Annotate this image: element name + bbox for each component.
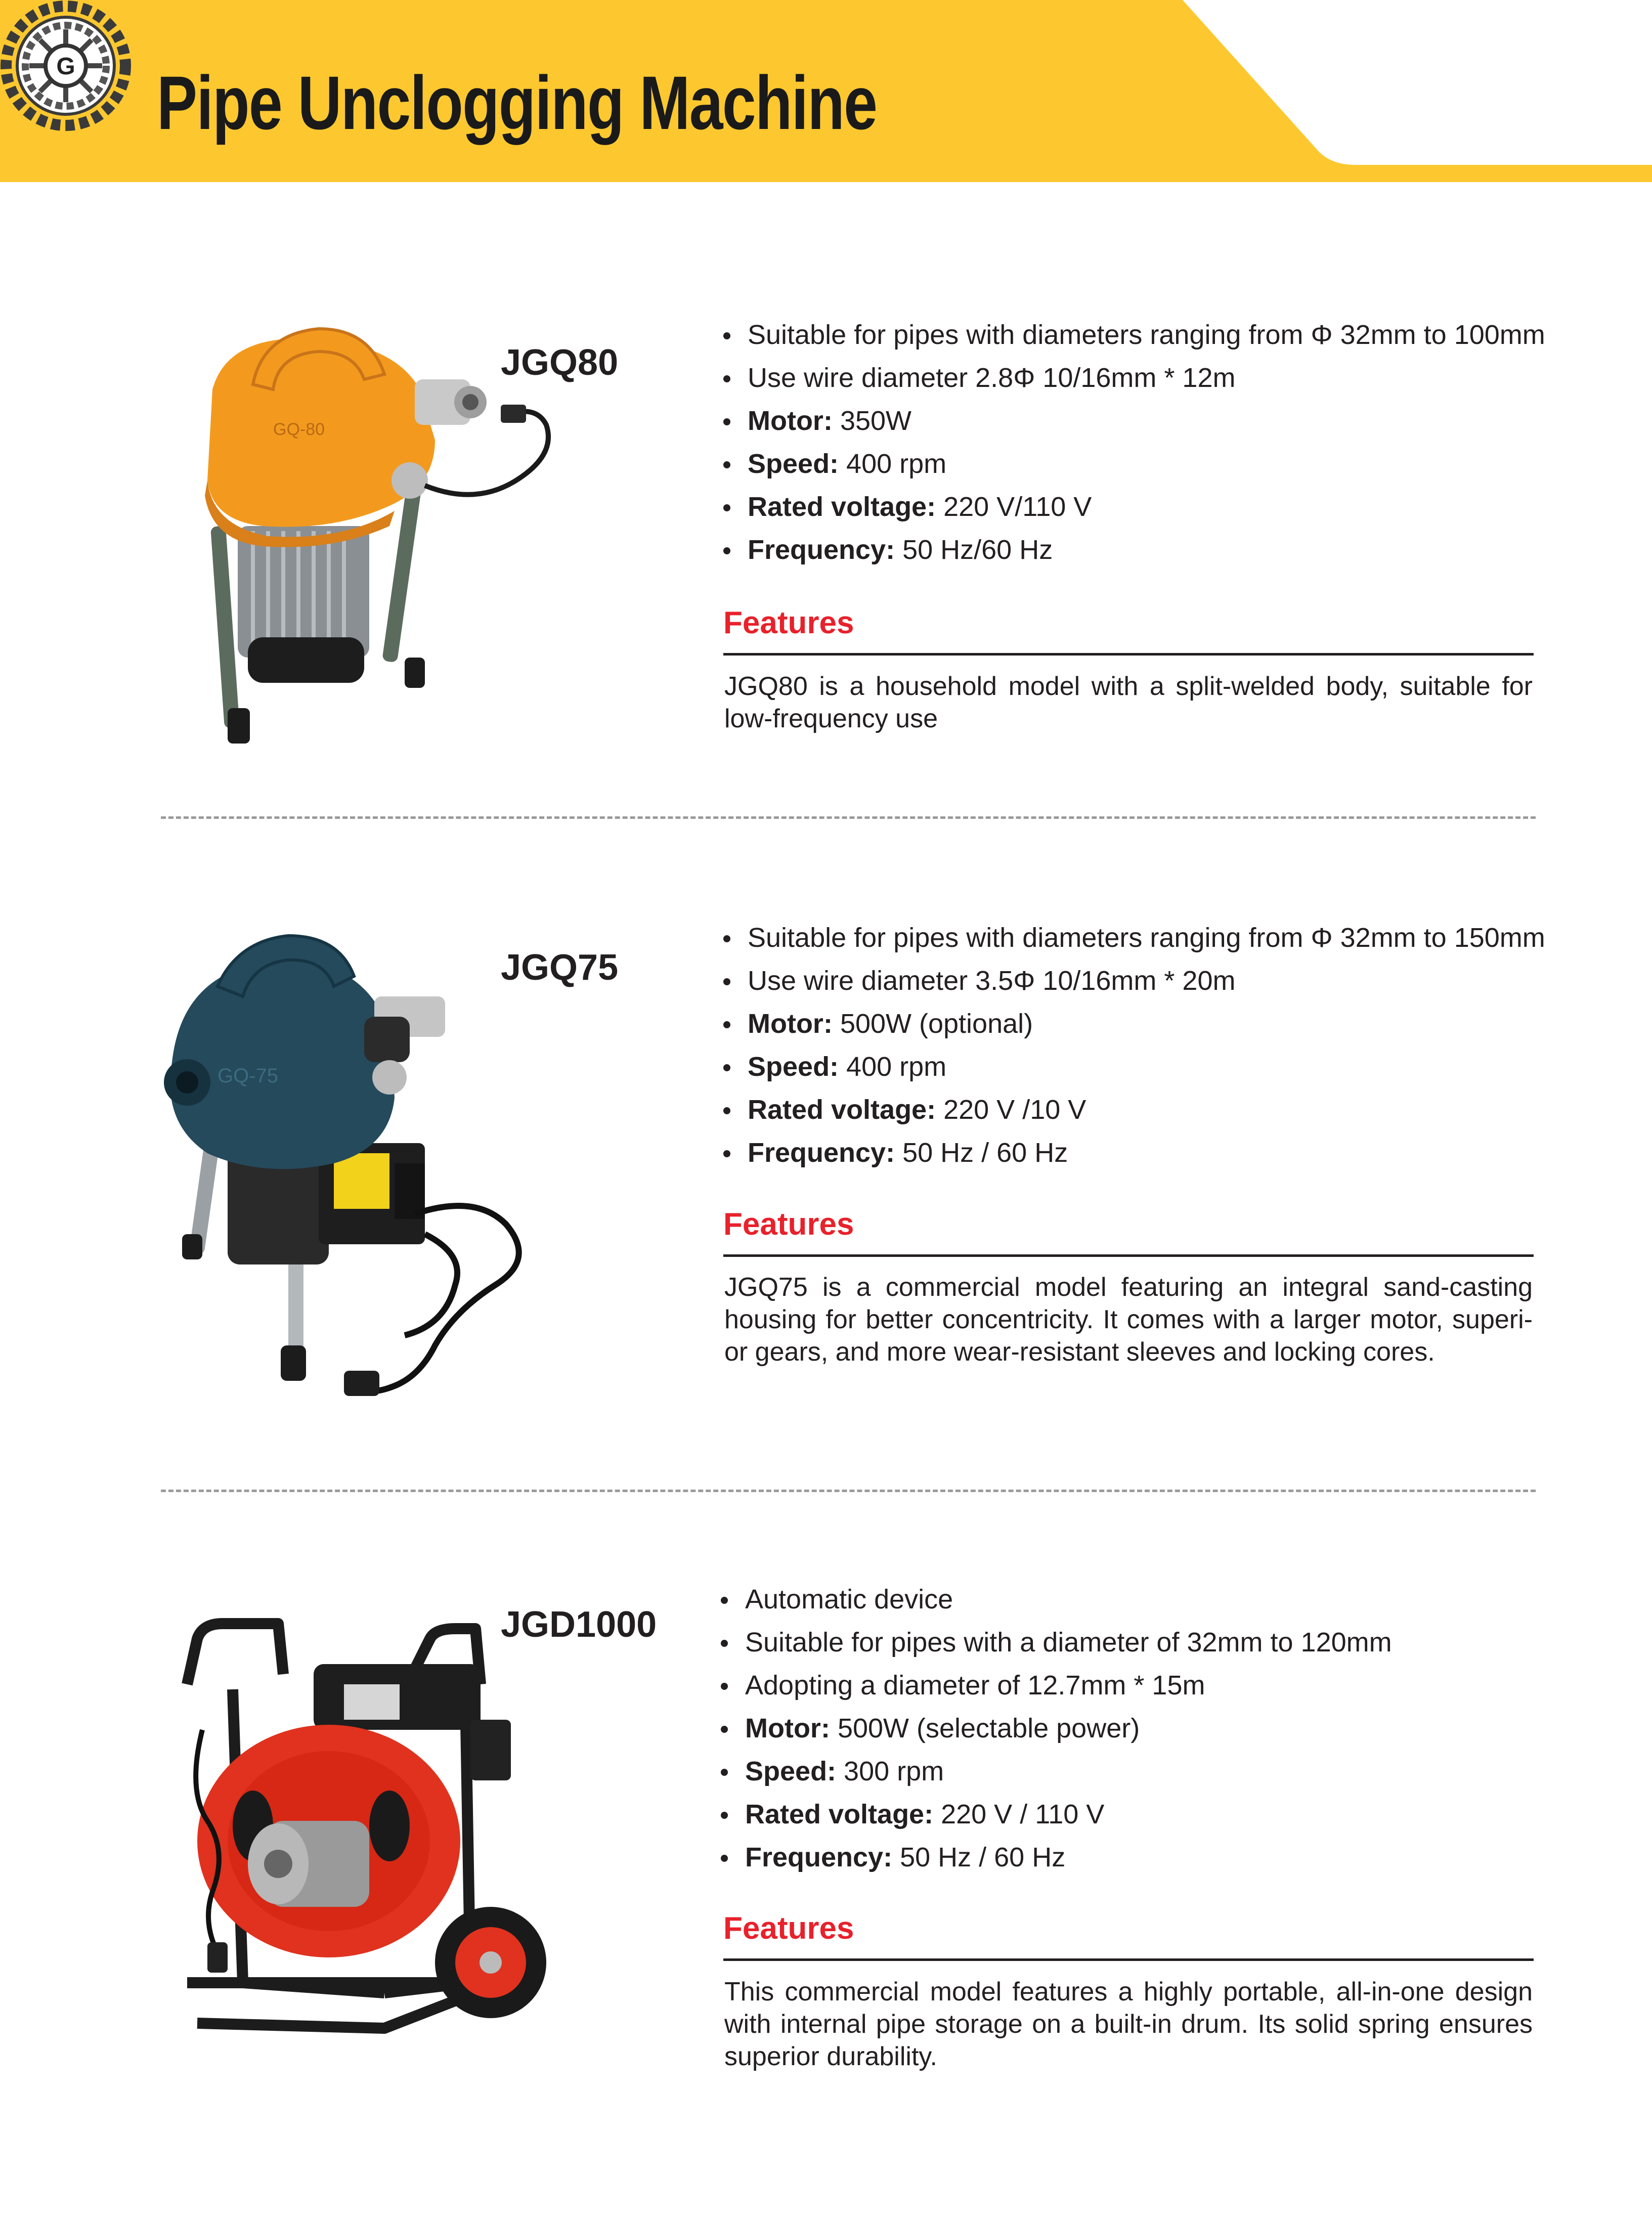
spec-item: Rated voltage: 220 V /10 V xyxy=(723,1088,1543,1131)
spec-item: Speed: 400 rpm xyxy=(723,443,1543,486)
spec-item: Frequency: 50 Hz / 60 Hz xyxy=(723,1131,1543,1174)
features-rule xyxy=(723,1958,1534,1961)
spec-item: Use wire diameter 2.8Φ 10/16mm * 12m xyxy=(723,357,1543,400)
spec-item: Automatic device xyxy=(721,1578,1540,1621)
header-banner xyxy=(0,0,1652,182)
features-text: JGQ80 is a household model with a split-welded body, suitable for low-frequency use xyxy=(724,672,1533,733)
svg-text:GQ-80: GQ-80 xyxy=(273,420,325,439)
spec-item: Motor: 350W xyxy=(723,400,1543,443)
spec-item: Rated voltage: 220 V/110 V xyxy=(723,486,1543,529)
spec-list xyxy=(723,917,1543,1174)
spec-item: Adopting a diameter of 12.7mm * 15m xyxy=(721,1664,1540,1707)
features-heading: Features xyxy=(723,605,854,640)
section-divider xyxy=(161,816,1536,819)
model-name: JGQ75 xyxy=(501,947,619,988)
spec-list xyxy=(723,314,1543,572)
spec-item: Suitable for pipes with diameters ranging from Φ 32mm to 150mm xyxy=(723,917,1543,959)
spec-item: Use wire diameter 3.5Φ 10/16mm * 20m xyxy=(723,959,1543,1002)
gear-chain-logo-icon xyxy=(0,0,132,132)
features-heading: Features xyxy=(723,1207,854,1242)
logo-letter: G xyxy=(56,53,75,80)
red-drum-drain-cleaner-cart-icon xyxy=(167,1608,602,2054)
spec-item: Frequency: 50 Hz/60 Hz xyxy=(723,529,1543,572)
features-text: This commercial model features a highly portable, all-in-one design with internal pipe storage on a built-in drum. Its solid spring ensures superior durability. xyxy=(724,1977,1533,2071)
features-text: JGQ75 is a commercial model featuring an integral sand-casting housing for better concentricity. It comes with a larger motor, superi-or gears, and more wear-resistant sleeves and locking cores. xyxy=(724,1273,1533,1367)
model-name: JGQ80 xyxy=(501,342,619,383)
spec-item: Motor: 500W (selectable power) xyxy=(721,1707,1540,1750)
spec-item: Frequency: 50 Hz / 60 Hz xyxy=(721,1836,1540,1879)
spec-item: Suitable for pipes with a diameter of 32mm to 120mm xyxy=(721,1621,1540,1664)
spec-item: Speed: 400 rpm xyxy=(723,1045,1543,1088)
features-heading: Features xyxy=(723,1911,854,1946)
blue-drain-cleaner-machine-icon xyxy=(152,931,587,1406)
spec-item: Speed: 300 rpm xyxy=(721,1750,1540,1793)
model-name: JGD1000 xyxy=(501,1604,657,1645)
section-divider xyxy=(161,1490,1536,1492)
svg-text:GQ-75: GQ-75 xyxy=(218,1065,279,1087)
page-title: Pipe Unclogging Machine xyxy=(157,60,877,145)
spec-list xyxy=(721,1578,1540,1879)
features-rule xyxy=(723,1254,1534,1257)
features-rule xyxy=(723,653,1534,656)
spec-item: Suitable for pipes with diameters ranging from Φ 32mm to 100mm xyxy=(723,314,1543,357)
spec-item: Motor: 500W (optional) xyxy=(723,1002,1543,1045)
spec-item: Rated voltage: 220 V / 110 V xyxy=(721,1793,1540,1836)
